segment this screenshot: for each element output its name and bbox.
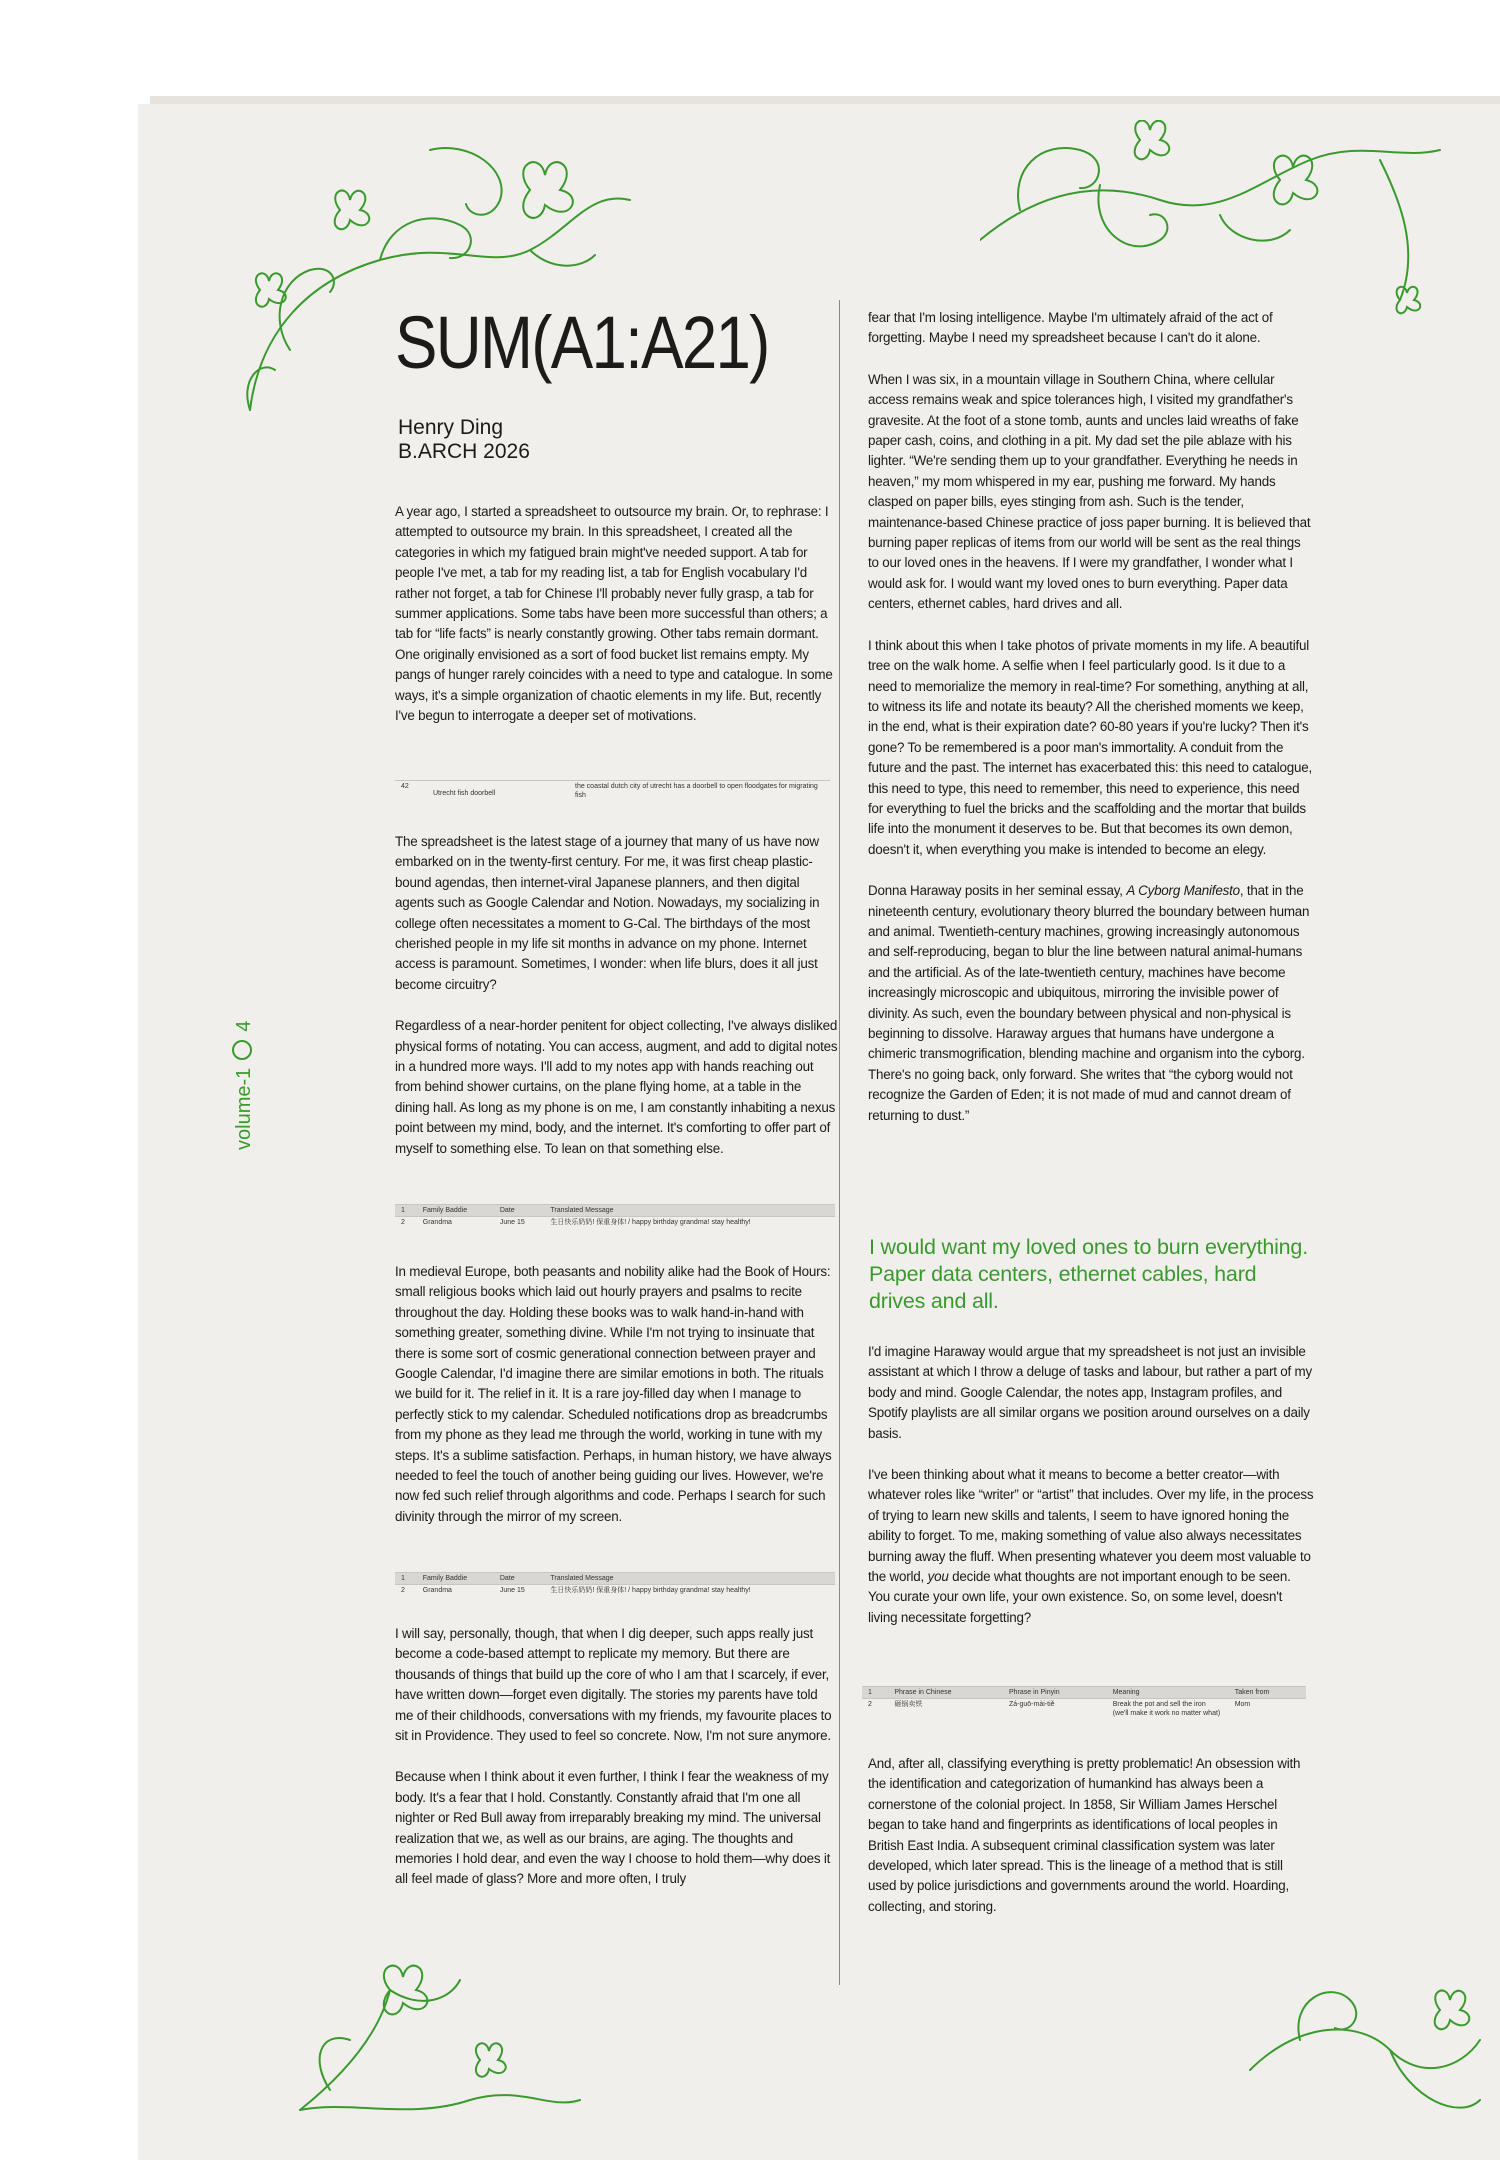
table-cell: 砸锅卖铁 xyxy=(888,1699,1003,1720)
author-program: B.ARCH 2026 xyxy=(398,440,530,463)
table-cell: Mom xyxy=(1229,1699,1306,1720)
volume-folio xyxy=(232,1021,256,1150)
spreadsheet-snippet-fish-doorbell xyxy=(395,780,830,801)
table-row xyxy=(395,781,830,802)
clover-vine-ornament-bottom-left xyxy=(290,1950,590,2140)
text-run: Donna Haraway posits in her seminal essay, xyxy=(868,883,1127,899)
right-column xyxy=(868,308,1314,1147)
page-number: 4 xyxy=(233,1020,255,1032)
table-cell: Date xyxy=(494,1205,545,1217)
paragraph: The spreadsheet is the latest stage of a journey that many of us have now embarked on in the twenty-first century. For me, it was first cheap plastic-bound agendas, then internet-viral Japanese planners, and then digital agents such as Google Calendar and Notion. Nowadays, my socializing in college often necessitates a moment to G-Cal. The birthdays of the most cherished people in my life sit months in advance on my phone. Internet access is paramount. Sometimes, I wonder: when life blurs, does it all just become circuitry? xyxy=(395,834,820,992)
paragraph: Because when I think about it even further, I think I fear the weakness of my body. It's a fear that I hold. Constantly. Constantly afraid that I'm one all nighter or Red Bull away from irreparably breaking my mind. The universal realization that we, as well as our brains, are aging. The thoughts and memories I hold dear, and even the way I choose to hold them—why does it all feel made of glass? More and more often, I truly xyxy=(395,1769,831,1887)
article-title: SUM(A1:A21) xyxy=(395,301,769,384)
table-cell: Date xyxy=(494,1573,545,1585)
table-cell: 2 xyxy=(395,1585,417,1597)
table-cell: June 15 xyxy=(494,1217,545,1229)
table-cell: Break the pot and sell the iron (we'll make it work no matter what) xyxy=(1107,1699,1229,1720)
table-cell: Utrecht fish doorbell xyxy=(427,781,569,802)
table-cell: Meaning xyxy=(1107,1687,1229,1699)
spreadsheet-snippet-grandma-1 xyxy=(395,1204,835,1228)
table-cell: the coastal dutch city of utrecht has a doorbell to open floodgates for migrating fish xyxy=(569,781,830,802)
table-cell: Grandma xyxy=(417,1585,494,1597)
table-cell: June 15 xyxy=(494,1585,545,1597)
table-cell: 生日快乐奶奶! 保重身体! / happy birthday grandma! stay healthy! xyxy=(544,1217,835,1229)
paragraph: fear that I'm losing intelligence. Maybe I'm ultimately afraid of the act of forgetting. Maybe I need my spreadsheet because I can't do it alone. xyxy=(868,310,1273,346)
text-run: decide what thoughts are not important enough to be seen. You curate your own life, your own existence. So, on some level, doesn't living necessitate forgetting? xyxy=(868,1569,1291,1625)
spreadsheet-snippet-grandma-2 xyxy=(395,1572,835,1596)
clover-icon xyxy=(232,1040,252,1060)
table-row xyxy=(395,1585,835,1597)
left-column-cont-3 xyxy=(395,1624,838,1911)
author-name: Henry Ding xyxy=(398,416,504,439)
left-column xyxy=(395,502,838,747)
byline xyxy=(398,416,530,464)
table-row xyxy=(395,1217,835,1229)
table-cell: Taken from xyxy=(1229,1687,1306,1699)
table-row xyxy=(862,1699,1306,1720)
table-cell: 1 xyxy=(395,1205,417,1217)
paragraph: When I was six, in a mountain village in Southern China, where cellular access remains weak and spice tolerances high, I visited my grandfather's gravesite. At the foot of a stone tomb, aunts and uncles laid wreaths of fake paper cash, coins, and clothing in a pit. My dad set the pile ablaze with his lighter. “We're sending them up to your grandfather. Everything he needs in heaven,” my mom whispered in my ear, pushing me forward. My hands clasped on paper bills, eyes stinging from ash. Such is the tender, maintenance-based Chinese practice of joss paper burning. It is believed that burning paper replicas of items from our world will be sent as the real things to our loved ones in the heavens. If I were my grandfather, I wonder what I would ask for. I would want my loved ones to burn everything. Paper data centers, ethernet cables, hard drives and all. xyxy=(868,371,1311,612)
clover-vine-ornament-bottom-right xyxy=(1240,1960,1490,2140)
pull-quote: I would want my loved ones to burn everything. Paper data centers, ethernet cables, hard drives and all. xyxy=(869,1235,1308,1313)
essay-title: A Cyborg Manifesto xyxy=(1126,883,1240,899)
paragraph: And, after all, classifying everything is pretty problematic! An obsession with the identification and categorization of humankind has always been a cornerstone of the colonial project. In 1858, Sir William James Herschel began to take hand and fingerprints as identifications of local peoples in British East India. A subsequent criminal classification system was later developed, which later spread. This is the lineage of a method that is still used by police jurisdictions and governments around the world. Hoarding, collecting, and storing. xyxy=(868,1756,1301,1914)
right-column-cont-2 xyxy=(868,1754,1314,1938)
table-cell: 1 xyxy=(862,1687,888,1699)
table-cell: Family Baddie xyxy=(417,1205,494,1217)
table-cell: Phrase in Chinese xyxy=(888,1687,1003,1699)
table-cell: Translated Message xyxy=(544,1573,835,1585)
table-cell: Zá-guō-mài-tiě xyxy=(1003,1699,1107,1720)
paragraph: Regardless of a near-horder penitent for object collecting, I've always disliked physical forms of notating. You can access, augment, and add to digital notes in a hundred more ways. I'll add to my notes app with hands reaching out from behind shower curtains, on the plane flying home, at a table in the dining hall. As long as my phone is on me, I am constantly inhabiting a nexus point between my mind, body, and the internet. It's comforting to offer part of myself to something else. To lean on that something else. xyxy=(395,1018,838,1156)
table-cell: 2 xyxy=(395,1217,417,1229)
text-run: , that in the nineteenth century, evolutionary theory blurred the boundary between human and animal. Twentieth-century machines, growing increasingly autonomous and self-reproducing, began to blur the line between natural animal-humans and the artificial. As of the late-twentieth century, machines have become increasingly microscopic and ubiquitous, mirroring the invisible power of divinity. As such, even the boundary between physical and non-physical is beginning to dissolve. Haraway argues that humans have undergone a chimeric transmogrification, blending machine and organism into the cyborg. There's no going back, only forward. She writes that “the cyborg would not recognize the Garden of Eden; it is not made of mud and cannot dream of returning to dust.” xyxy=(868,883,1310,1123)
row-number: 42 xyxy=(395,781,427,802)
table-cell: Family Baddie xyxy=(417,1573,494,1585)
emphasis: you xyxy=(927,1569,949,1585)
table-cell: 生日快乐奶奶! 保重身体! / happy birthday grandma! stay healthy! xyxy=(544,1585,835,1597)
left-column-cont-1 xyxy=(395,832,838,1180)
text-run: I've been thinking about what it means to become a better creator—with whatever roles like “writer” or “artist” that includes. Over my life, in the process of trying to learn new skills and talents, I seem to have ignored honing the ability to forget. To me, making something of value also always necessitates burning away the fluff. When presenting whatever you deem most valuable to the world, xyxy=(868,1467,1314,1585)
table-cell: 2 xyxy=(862,1699,888,1720)
table-header xyxy=(395,1573,835,1585)
spreadsheet-snippet-chinese-phrase xyxy=(862,1686,1306,1719)
paragraph: I think about this when I take photos of private moments in my life. A beautiful tree on the walk home. A selfie when I feel particularly good. Is it due to a need to memorialize the memory in real-time? For something, anything at all, to witness its life and notate its beauty? All the cherished moments we keep, in the end, what is their expiration date? 60-80 years if you're lucky? Then it's gone? To be remembered is a poor man's immortality. A conduit from the future and the past. The internet has exacerbated this: this need to catalogue, this need to type, this need to remember, this need to experience, this need for everything to fuel the bricks and the scaffolding and the mortar that builds life into the monument it deserves to be. But that becomes its own demon, doesn't it, when everything you make is intended to become an elegy. xyxy=(868,637,1313,857)
clover-vine-ornament-top-right xyxy=(980,120,1450,320)
paragraph xyxy=(868,881,1314,1126)
table-header xyxy=(862,1687,1306,1699)
right-column-cont-1 xyxy=(868,1342,1314,1649)
paragraph xyxy=(868,1465,1314,1628)
paragraph: I will say, personally, though, that when I dig deeper, such apps really just become a code-based attempt to replicate my memory. But there are thousands of things that build up the core of who I am that I scarcely, if ever, have written down—forget even digitally. The stories my parents have told me of their childhoods, conversations with my friends, my favourite places to sit in Providence. They used to feel so concrete. Now, I'm not sure anymore. xyxy=(395,1626,832,1744)
paragraph: In medieval Europe, both peasants and nobility alike had the Book of Hours: small religious books which laid out hourly prayers and psalms to recite throughout the day. Holding these books was to walk hand-in-hand with something greater, something divine. While I'm not trying to insinuate that there is some sort of cosmic generational connection between prayer and Google Calendar, I'd imagine there are similar emotions in both. The rituals we build for it. The relief in it. It is a rare joy-filled day when I manage to perfectly stick to my calendar. Scheduled notifications drop as breadcrumbs from my phone as they lead me through the world, working in tune with my steps. It's a sublime satisfaction. Perhaps, in human history, we have always needed to feel the touch of another being guiding our lives. However, we're now fed such relief through algorithms and code. Perhaps I search for such divinity through the mirror of my screen. xyxy=(395,1264,832,1524)
left-column-cont-2 xyxy=(395,1262,838,1548)
paragraph: I'd imagine Haraway would argue that my spreadsheet is not just an invisible assistant at which I throw a deluge of tasks and labour, but rather a part of my body and mind. Google Calendar, the notes app, Instagram profiles, and Spotify playlists are all similar organs we position around ourselves on a daily basis. xyxy=(868,1344,1312,1441)
table-cell: 1 xyxy=(395,1573,417,1585)
table-cell: Phrase in Pinyin xyxy=(1003,1687,1107,1699)
table-cell: Translated Message xyxy=(544,1205,835,1217)
paragraph: A year ago, I started a spreadsheet to outsource my brain. Or, to rephrase: I attempted to outsource my brain. In this spreadsheet, I created all the categories in which my fatigued brain might've needed support. A tab for people I've met, a tab for my reading list, a tab for English vocabulary I'd rather not forget, a tab for Chinese I'll probably never fully grasp, a tab for summer applications. Some tabs have been more successful than others; a tab for “life facts” is nearly constantly growing. Other tabs remain dormant. One originally envisioned as a sort of food bucket list remains empty. My pangs of hunger rarely coincides with a need to type and catalogue. In some ways, it's a simple organization of chaotic elements in my life. But, recently I've begun to interrogate a deeper set of motivations. xyxy=(395,504,833,724)
table-cell: Grandma xyxy=(417,1217,494,1229)
table-header xyxy=(395,1205,835,1217)
column-divider xyxy=(839,300,840,1985)
volume-label: volume-1 xyxy=(233,1067,255,1150)
